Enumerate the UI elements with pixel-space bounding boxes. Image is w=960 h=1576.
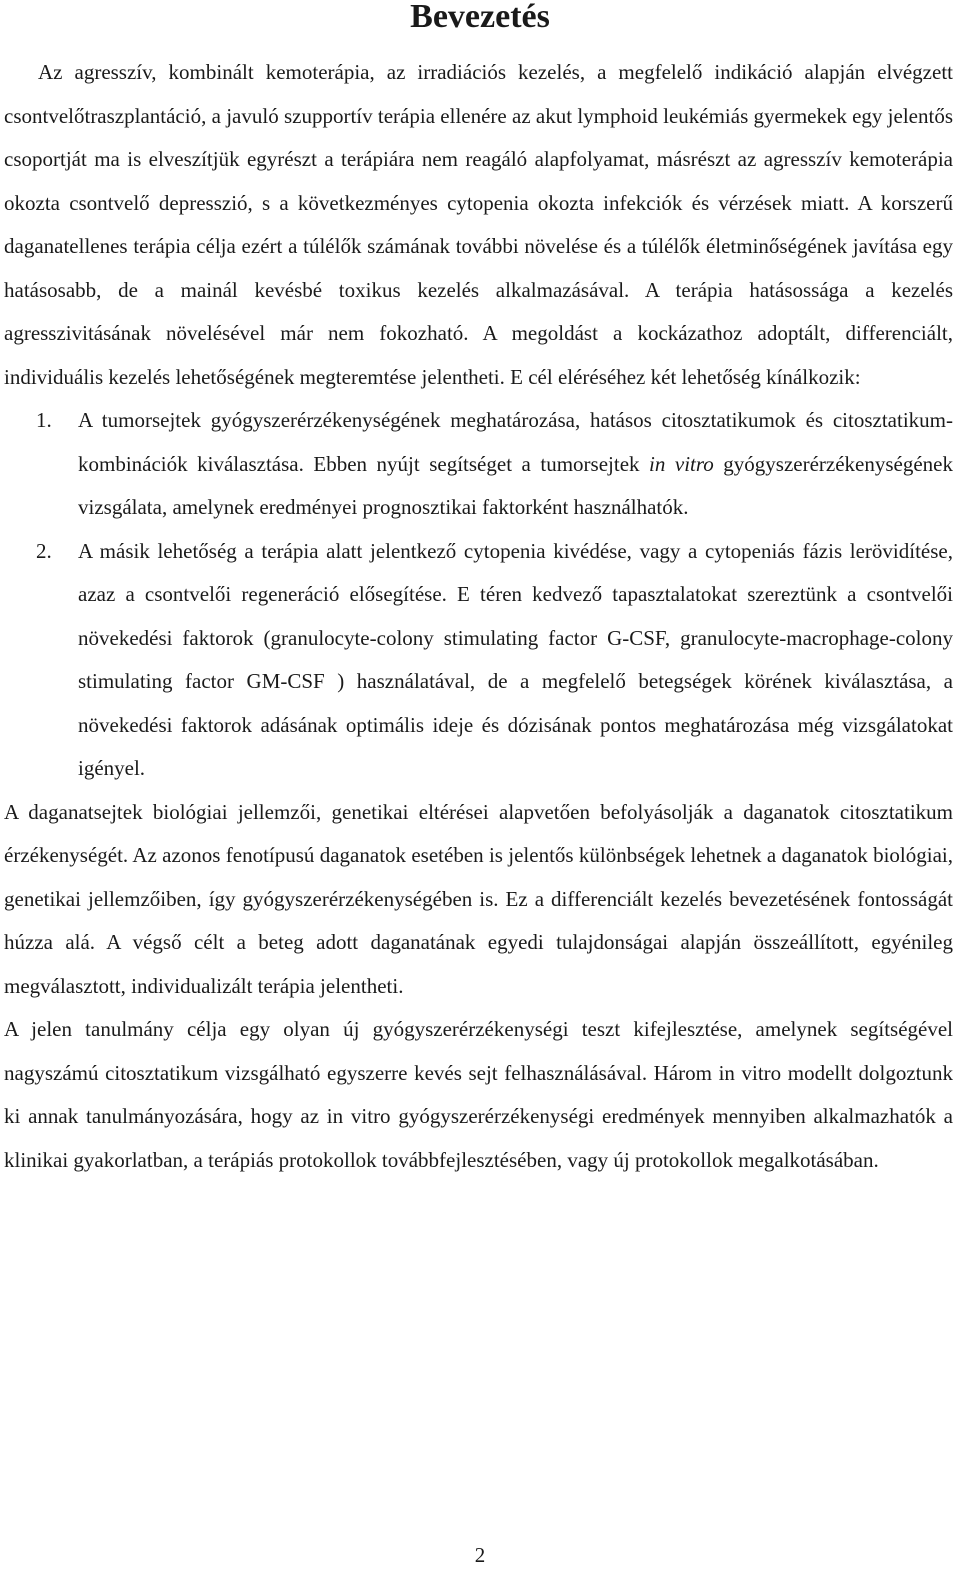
- page-number: 2: [474, 1543, 486, 1567]
- list-item-number: 1.: [36, 408, 52, 432]
- list-item-number: 2.: [36, 538, 52, 563]
- paragraph-aim: A jelen tanulmány célja egy olyan új gyógyszerérzékenységi teszt kifejlesztése, amelynek segítségével nagyszámú citosztatikum vizsgálható egyszerre kevés sejt felhasználásával. Három in vitro modellt dolgoztunk ki annak tanulmányozására, hogy az in vitro gyógyszerérzékenységi eredmények mennyiben alkalmazhatók a klinikai gyakorlatban, a terápiás protokollok továbbfejlesztésében, vagy új protokollok megalkotásában.: [4, 1017, 953, 1172]
- list-item-text-part: A tumorsejtek gyógyszerérzékenységének meghatározása, hatásos citosztatikumok és citosztatikum-kombinációk kiválasztása. Ebben nyújt segítséget a tumorsejtek: [78, 408, 953, 476]
- paragraph-biology: A daganatsejtek biológiai jellemzői, genetikai eltérései alapvetően befolyásolják a daganatok citosztatikum érzékenységét. Az azonos fenotípusú daganatok esetében is jelentős különbségek lehetnek a daganatok biológiai, genetikai jellemzőiben, így gyógyszerérzékenységében is. Ez a differenciált kezelés bevezetésének fontosságát húzza alá. A végső célt a beteg adott daganatának egyedi tulajdonságai alapján összeállított, egyénileg megválasztott, individualizált terápia jelentheti.: [4, 799, 953, 998]
- list-item-text-part: gyógyszerérzékenységének vizsgálata, amelynek eredményei prognosztikai faktorként használhatók.: [78, 451, 953, 519]
- page-title: Bevezetés: [410, 0, 550, 35]
- list-item-text: A másik lehetőség a terápia alatt jelentkező cytopenia kivédése, vagy a cytopeniás fázis lerövidítése, azaz a csontvelői regeneráció elősegítése. E téren kedvező tapasztalatokat szereztünk a csontvelői növekedési faktorok (granulocyte-colony stimulating factor G-CSF, granulocyte-macrophage-colony stimulating factor GM-CSF ) használatával, de a megfelelő betegségek körének kiválasztása, a növekedési faktorok adásának optimális ideje és dózisának pontos meghatározása még vizsgálatokat igényel.: [78, 538, 953, 780]
- list-item-1: [4, 399, 953, 530]
- body-text: [4, 51, 953, 1182]
- list-item-2: [4, 530, 953, 791]
- intro-paragraph: Az agresszív, kombinált kemoterápia, az irradiációs kezelés, a megfelelő indikáció alapján elvégzett csontvelőtraszplantáció, a javuló szupportív terápia ellenére az akut lymphoid leukémiás gyermekek egy jelentős csoportját ma is elveszítjük egyrészt a terápiára nem reagáló alapfolyamat, másrészt az agresszív kemoterápia okozta csontvelő depresszió, s a következményes cytopenia okozta infekciók és vérzések miatt. A korszerű daganatellenes terápia célja ezért a túlélők számának további növelése és a túlélők életminőségének javítása egy hatásosabb, de a mainál kevésbé toxikus kezelés alkalmazásával. A terápia hatásossága a kezelés agresszivitásának növelésével már nem fokozható. A megoldást a kockázathoz adoptált, differenciált, individuális kezelés lehetőségének megteremtése jelentheti. E cél eléréséhez két lehetőség kínálkozik:: [4, 60, 953, 389]
- list-item-text: [78, 399, 953, 530]
- italic-term: in vitro: [649, 451, 714, 476]
